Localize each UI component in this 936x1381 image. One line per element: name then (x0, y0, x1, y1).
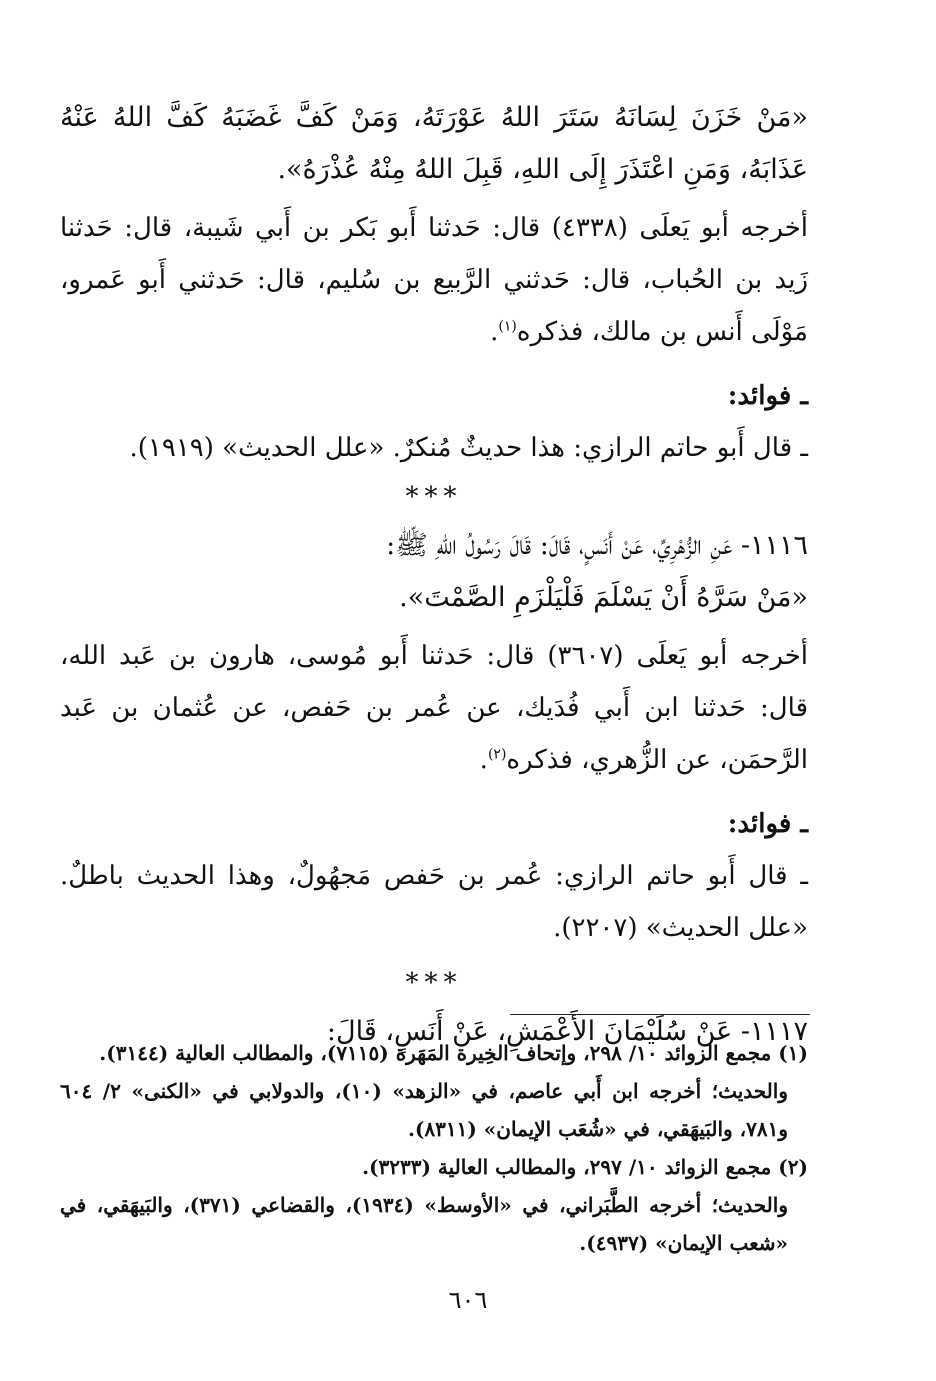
footnotes (60, 1034, 808, 1262)
footnote-divider (510, 1014, 810, 1015)
footnote-ref-2[interactable]: (٢) (487, 746, 507, 763)
hadith-1116-text: «مَنْ سَرَّهُ أَنْ يَسْلَمَ فَلْيَلْزَمِ الصَّمْتَ». (399, 582, 808, 613)
footnote-2-source: (٢) مجمع الزوائد ١٠/ ٢٩٧، والمطالب العالية (٣٢٣٣). (362, 1155, 808, 1179)
hadith-1117-heading: ١١١٧- عَنْ سُلَيْمَانَ الأَعْمَشِ، عَنْ أَنَسٍ، قَالَ: (326, 1016, 808, 1047)
hadith-1115-takhrij: أخرجه أبو يَعلَى (٤٣٣٨) قال: حَدثنا أَبو بَكر بن أَبي شَيبة، قال: حَدثنا زَيد بن الحُباب، قال: حَدثني الرَّبيع بن سُليم، قال: حَدثني أَبو عَمرو، مَوْلَى أَنس بن مالك، فذكره$^{(١)}$. (60, 213, 808, 347)
footnote-ref-1[interactable]: (١) (498, 318, 517, 335)
footnote-1-detail: والحديث؛ أخرجه ابن أَبي عاصم، في «الزهد» (١٠)، والدولابي في «الكنى» ٢/ ٦٠٤ و٧٨١، والبَيهَقي، في «شُعَب الإيمان» (٨٣١١). (60, 1079, 788, 1141)
section-separator-2: *** (405, 968, 463, 998)
takhrij-text: أخرجه أبو يَعلَى (٣٦٠٧) قال: حَدثنا أَبو مُوسى، هارون بن عَبد الله، قال: حَدثنا ابن أَبي فُدَيك، عن عُمر بن حَفص، عن عُثمان بن عَبد الرَّحمَن، عن الزُّهري، فذكره (60, 641, 808, 775)
main-text (60, 92, 808, 1058)
footnote-1-source: (١) مجمع الزوائد ١٠/ ٢٩٨، وإتحاف الخِيرة المَهَرة (٧١١٥)، والمطالب العالية (٣١٤٤). (99, 1041, 808, 1065)
hadith-1115-text: «مَنْ خَزَنَ لِسَانَهُ سَتَرَ اللهُ عَوْرَتَهُ، وَمَنْ كَفَّ غَضَبَهُ كَفَّ اللهُ عَنْهُ عَذَابَهُ، وَمَنِ اعْتَذَرَ إِلَى اللهِ، قَبِلَ اللهُ مِنْهُ عُذْرَهُ». (60, 102, 808, 185)
fawaid-text-1: ـ قال أَبو حاتم الرازي: هذا حديثٌ مُنكرٌ. «علل الحديث» (١٩١٩). (129, 433, 808, 463)
fawaid-text-2: ـ قال أَبو حاتم الرازي: عُمر بن حَفص مَجهُولٌ، وهذا الحديث باطلٌ. «علل الحديث» (٢٢٠٧). (60, 861, 808, 943)
fawaid-heading-2: ـ فوائد: (727, 809, 808, 839)
section-separator-1: *** (405, 482, 463, 512)
fawaid-heading-1: ـ فوائد: (727, 381, 808, 411)
page-number: ٦٠٦ (448, 1286, 488, 1314)
footnote-2-detail: والحديث؛ أخرجه الطَّبَراني، في «الأوسط» (١٩٣٤)، والقضاعي (٣٧١)، والبَيهَقي، في «شعب الإيمان» (٤٩٣٧). (60, 1193, 788, 1255)
takhrij-text: أخرجه أبو يَعلَى (٤٣٣٨) قال: حَدثنا أَبو بَكر بن أَبي شَيبة، قال: حَدثنا زَيد بن الحُباب، قال: حَدثني الرَّبيع بن سُليم، قال: حَدثني أَبو عَمرو، مَوْلَى أَنس بن مالك، فذكره (60, 213, 808, 347)
hadith-1116-takhrij: أخرجه أبو يَعلَى (٣٦٠٧) قال: حَدثنا أَبو مُوسى، هارون بن عَبد الله، قال: حَدثنا ابن أَبي فُدَيك، عن عُمر بن حَفص، عن عُثمان بن عَبد الرَّحمَن، عن الزُّهري، فذكره$^{(٢)}$. (60, 641, 808, 775)
hadith-1116-heading: ١١١٦- عَنِ الزُّهْرِيِّ، عَنْ أَنَسٍ، قَالَ: قَالَ رَسُولُ اللهِ ﷺ: (386, 530, 808, 561)
